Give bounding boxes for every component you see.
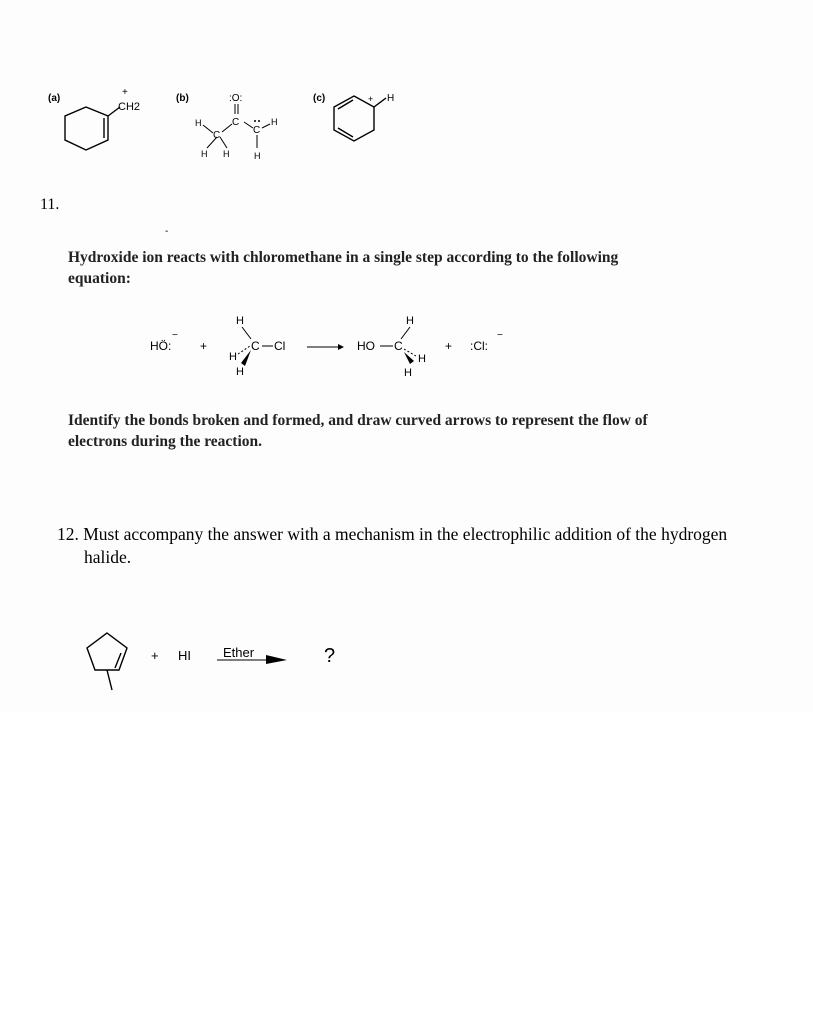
- atom-b-h5: H: [254, 151, 261, 161]
- atom-b-c3: C: [253, 125, 261, 136]
- lone-pair-dot-b2: [258, 120, 260, 122]
- atom-b-h1: H: [195, 118, 202, 128]
- plus-sign-2: +: [445, 339, 453, 353]
- hydrogen-c: H: [387, 93, 395, 104]
- cyclohexene-ring-a: [65, 107, 120, 150]
- atom-b-h4: H: [223, 149, 230, 159]
- q12-condition: Ether: [223, 645, 255, 660]
- label-b: (b): [176, 93, 189, 104]
- label-a: (a): [48, 93, 61, 104]
- atom-b-c2: C: [232, 117, 240, 128]
- carbocation-charge-a: +: [122, 87, 128, 98]
- atom-b-h2: H: [271, 117, 278, 127]
- reaction-arrowhead: [338, 344, 344, 350]
- label-c: (c): [313, 93, 326, 104]
- question-11-instruction: Identify the bonds broken and formed, and draw curved arrows to represent the flow of electrons during the reaction.: [68, 412, 648, 450]
- question-11-prompt: Hydroxide ion reacts with chloromethane in a single step according to the following equation:: [68, 249, 619, 287]
- sn2-equation-figure: [0, 300, 813, 390]
- reactant-h-bottom: H: [236, 366, 244, 378]
- question-12-line-2: halide.: [84, 547, 132, 567]
- reactant-wedge-bond: [241, 350, 251, 366]
- chloride-ion: :Cl:: [470, 339, 488, 353]
- chloride-charge: −: [497, 330, 503, 341]
- product-carbon: C: [394, 339, 403, 353]
- question-12-line-1: 12. Must accompany the answer with a mechanism in the electrophilic addition of the hydrogen: [57, 524, 728, 544]
- product-hydroxyl: HO: [357, 339, 375, 353]
- methylcyclopentene-structure: [87, 633, 127, 690]
- q12-plus: +: [151, 648, 159, 663]
- product-h-right: H: [418, 353, 426, 365]
- hydroxide-ion: HÖ:: [150, 339, 172, 353]
- reactant-carbon: C: [251, 339, 260, 353]
- atom-b-h3: H: [201, 149, 208, 159]
- reactant-h-left: H: [229, 351, 237, 363]
- reactant-h-top: H: [236, 315, 244, 327]
- plus-sign-1: +: [200, 339, 208, 353]
- q12-reagent: HI: [178, 648, 191, 663]
- product-h-bottom: H: [404, 367, 412, 379]
- lone-pair-dot-b1: [254, 120, 256, 122]
- q12-product: ?: [324, 645, 336, 667]
- q12-arrowhead: [266, 655, 287, 664]
- question-11-number: 11.: [40, 196, 60, 213]
- ch2-group-a: CH2: [118, 101, 141, 113]
- charge-c: +: [368, 94, 374, 104]
- product-h-top: H: [406, 315, 414, 327]
- atom-b-c1: C: [213, 130, 221, 141]
- reactant-chlorine: Cl: [274, 339, 286, 353]
- stray-dash: -: [165, 226, 169, 237]
- q12-reaction-figure: [0, 620, 813, 700]
- cyclohexadiene-ring-c: [334, 96, 386, 141]
- hydroxide-charge: −: [172, 330, 178, 341]
- question-12-prompt: [57, 523, 787, 569]
- carbonyl-oxygen-b: :O:: [229, 93, 243, 104]
- q10-structures-figure: [0, 80, 813, 180]
